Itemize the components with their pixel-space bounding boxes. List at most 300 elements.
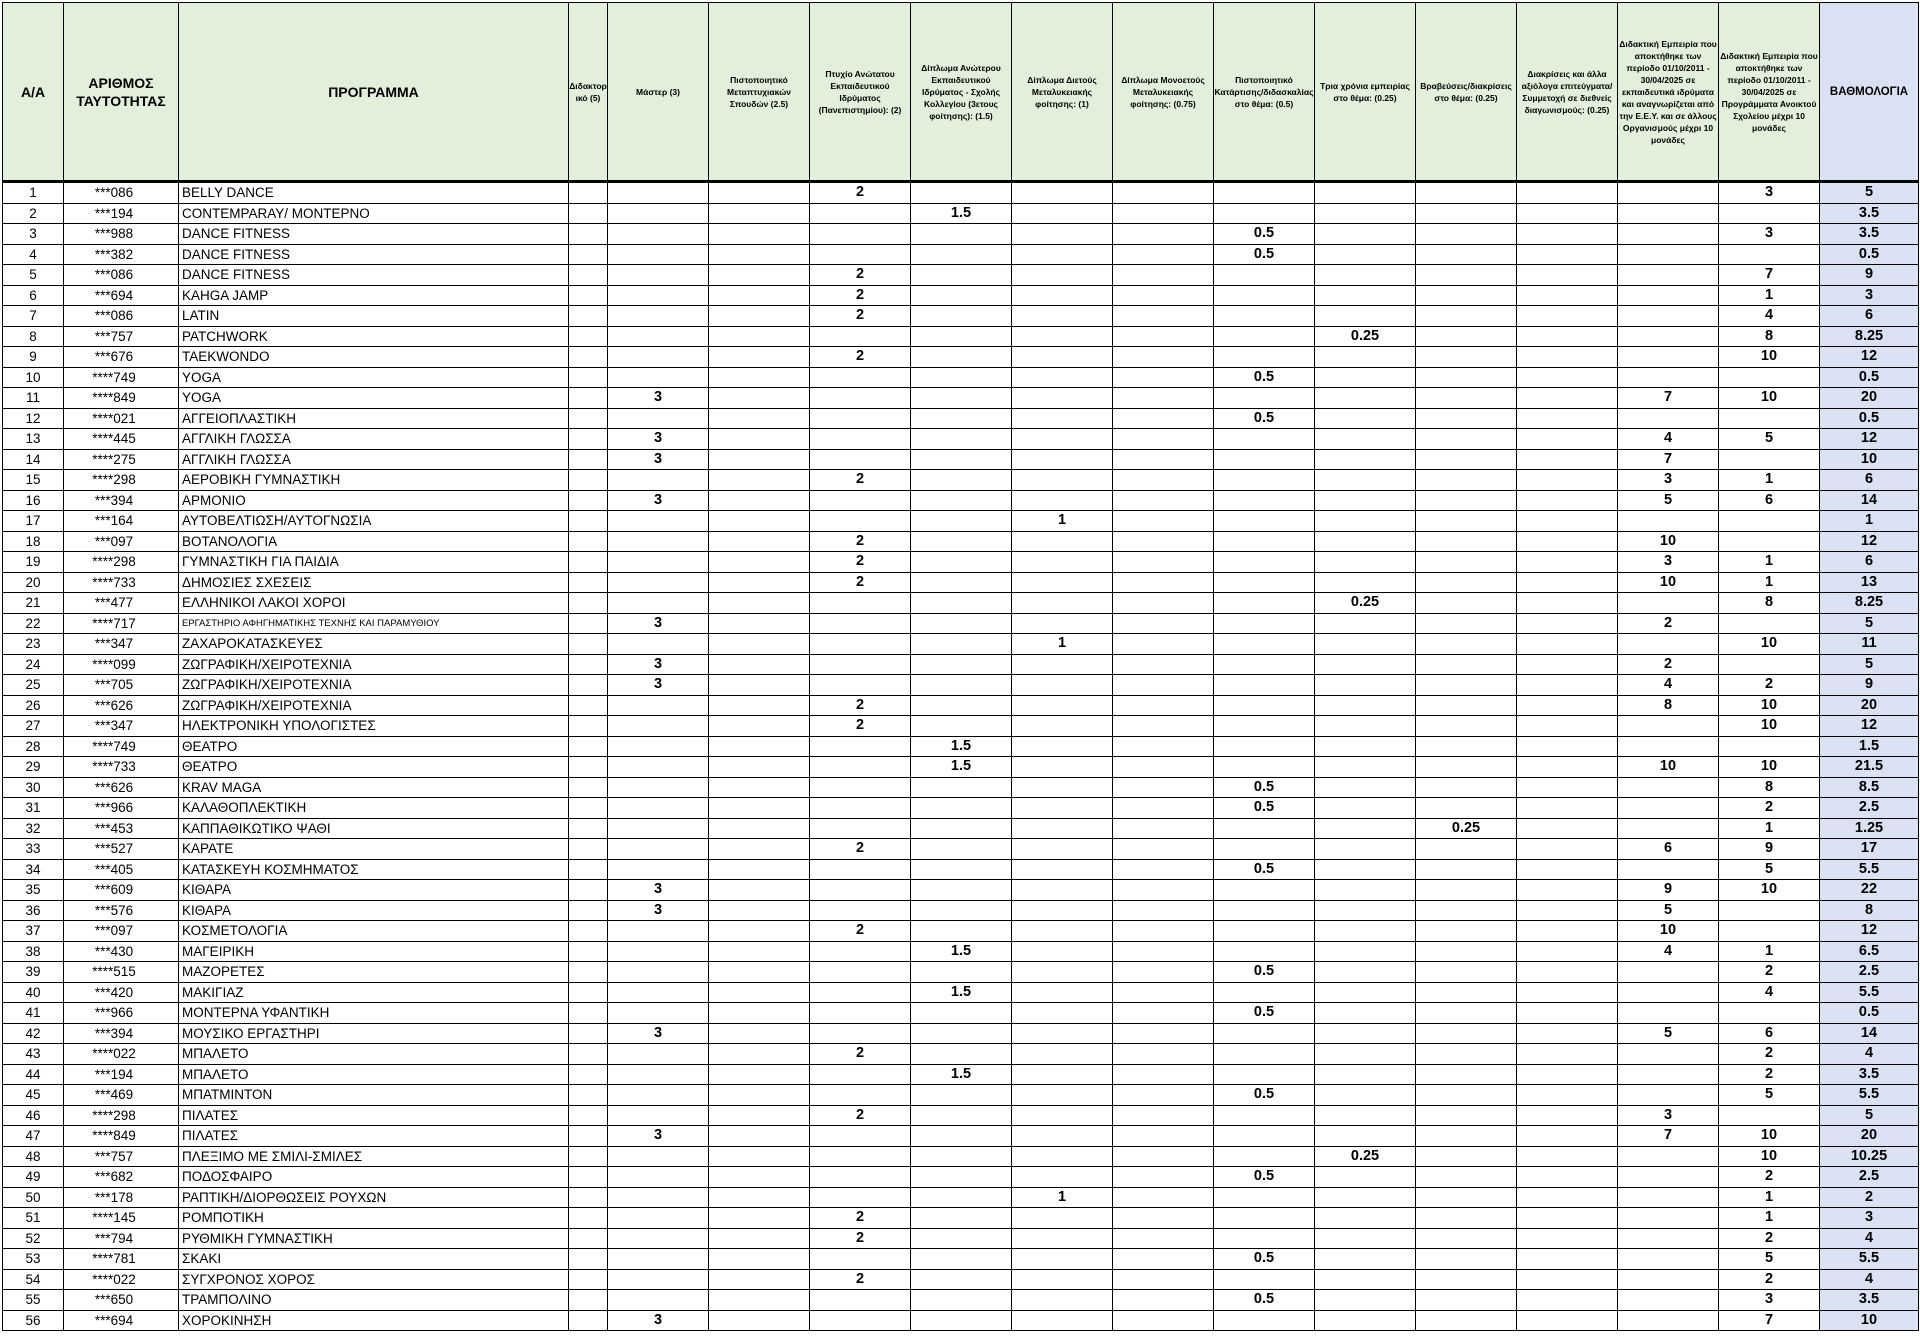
cell-university-degree xyxy=(810,798,911,819)
cell-doctorate xyxy=(569,880,608,901)
cell-teaching-experience-open-school: 8 xyxy=(1719,777,1820,798)
cell-teaching-experience-other: 3 xyxy=(1618,470,1719,491)
cell-teaching-experience-open-school: 4 xyxy=(1719,306,1820,327)
cell-two-year-diploma xyxy=(1012,900,1113,921)
cell-two-year-diploma xyxy=(1012,777,1113,798)
table-row xyxy=(3,757,1919,778)
cell-postgrad-certificate xyxy=(709,1126,810,1147)
cell-program: TAEKWONDO xyxy=(179,347,569,368)
cell-one-year-diploma xyxy=(1113,572,1214,593)
table-row xyxy=(3,1085,1919,1106)
table-row xyxy=(3,1023,1919,1044)
cell-score: 0.5 xyxy=(1820,408,1919,429)
cell-university-degree xyxy=(810,1187,911,1208)
cell-doctorate xyxy=(569,572,608,593)
cell-training-certificate xyxy=(1214,716,1315,737)
cell-master xyxy=(608,695,709,716)
cell-postgrad-certificate xyxy=(709,1044,810,1065)
cell-one-year-diploma xyxy=(1113,675,1214,696)
cell-teaching-experience-open-school: 7 xyxy=(1719,265,1820,286)
cell-id-number: ****298 xyxy=(64,552,179,573)
cell-distinctions xyxy=(1517,1228,1618,1249)
cell-two-year-diploma xyxy=(1012,1249,1113,1270)
cell-postgrad-certificate xyxy=(709,818,810,839)
table-row xyxy=(3,736,1919,757)
cell-teaching-experience-open-school: 4 xyxy=(1719,982,1820,1003)
cell-university-degree: 2 xyxy=(810,347,911,368)
cell-teaching-experience-other xyxy=(1618,716,1719,737)
cell-college-diploma xyxy=(911,388,1012,409)
cell-doctorate xyxy=(569,634,608,655)
header-two-year-diploma: Δίπλωμα Διετούς Μεταλυκειακής φοίτησης: (1) xyxy=(1012,3,1113,182)
cell-teaching-experience-open-school: 3 xyxy=(1719,1290,1820,1311)
cell-training-certificate xyxy=(1214,552,1315,573)
cell-aa: 33 xyxy=(3,839,64,860)
cell-id-number: ****733 xyxy=(64,757,179,778)
cell-id-number: ****749 xyxy=(64,367,179,388)
cell-teaching-experience-open-school xyxy=(1719,511,1820,532)
cell-awards xyxy=(1416,326,1517,347)
cell-aa: 53 xyxy=(3,1249,64,1270)
cell-doctorate xyxy=(569,367,608,388)
cell-teaching-experience-open-school xyxy=(1719,900,1820,921)
cell-three-years-experience xyxy=(1315,818,1416,839)
cell-score: 6 xyxy=(1820,552,1919,573)
table-row xyxy=(3,1126,1919,1147)
cell-teaching-experience-other xyxy=(1618,1249,1719,1270)
cell-teaching-experience-other xyxy=(1618,244,1719,265)
cell-master xyxy=(608,285,709,306)
cell-teaching-experience-other: 10 xyxy=(1618,572,1719,593)
cell-three-years-experience xyxy=(1315,1126,1416,1147)
cell-two-year-diploma xyxy=(1012,1290,1113,1311)
cell-aa: 44 xyxy=(3,1064,64,1085)
cell-teaching-experience-other: 5 xyxy=(1618,900,1719,921)
cell-one-year-diploma xyxy=(1113,757,1214,778)
cell-training-certificate: 0.5 xyxy=(1214,859,1315,880)
cell-one-year-diploma xyxy=(1113,716,1214,737)
cell-aa: 14 xyxy=(3,449,64,470)
cell-teaching-experience-other: 5 xyxy=(1618,1023,1719,1044)
cell-awards xyxy=(1416,408,1517,429)
cell-master xyxy=(608,511,709,532)
cell-university-degree xyxy=(810,1085,911,1106)
cell-aa: 37 xyxy=(3,921,64,942)
cell-distinctions xyxy=(1517,408,1618,429)
cell-distinctions xyxy=(1517,1310,1618,1331)
cell-two-year-diploma xyxy=(1012,818,1113,839)
cell-one-year-diploma xyxy=(1113,470,1214,491)
cell-distinctions xyxy=(1517,449,1618,470)
cell-postgrad-certificate xyxy=(709,1228,810,1249)
cell-one-year-diploma xyxy=(1113,182,1214,204)
cell-teaching-experience-open-school: 2 xyxy=(1719,1167,1820,1188)
cell-score: 12 xyxy=(1820,347,1919,368)
cell-two-year-diploma xyxy=(1012,757,1113,778)
cell-postgrad-certificate xyxy=(709,1187,810,1208)
table-row xyxy=(3,552,1919,573)
cell-awards xyxy=(1416,982,1517,1003)
cell-id-number: ****275 xyxy=(64,449,179,470)
cell-master xyxy=(608,921,709,942)
cell-postgrad-certificate xyxy=(709,777,810,798)
cell-postgrad-certificate xyxy=(709,695,810,716)
scores-table xyxy=(2,2,1919,1331)
cell-id-number: ****717 xyxy=(64,613,179,634)
cell-program: ΡΥΘΜΙΚΗ ΓΥΜΝΑΣΤΙΚΗ xyxy=(179,1228,569,1249)
cell-training-certificate: 0.5 xyxy=(1214,777,1315,798)
cell-training-certificate: 0.5 xyxy=(1214,1085,1315,1106)
cell-two-year-diploma xyxy=(1012,203,1113,224)
cell-aa: 35 xyxy=(3,880,64,901)
cell-one-year-diploma xyxy=(1113,695,1214,716)
cell-teaching-experience-open-school: 6 xyxy=(1719,1023,1820,1044)
cell-program: ΜΑΓΕΙΡΙΚΗ xyxy=(179,941,569,962)
header-id-number: ΑΡΙΘΜΟΣ ΤΑΥΤΟΤΗΤΑΣ xyxy=(64,3,179,182)
cell-university-degree xyxy=(810,1064,911,1085)
cell-college-diploma xyxy=(911,552,1012,573)
cell-aa: 3 xyxy=(3,224,64,245)
cell-distinctions xyxy=(1517,716,1618,737)
cell-program: ΣΚΑΚΙ xyxy=(179,1249,569,1270)
cell-college-diploma xyxy=(911,265,1012,286)
table-row xyxy=(3,490,1919,511)
cell-one-year-diploma xyxy=(1113,900,1214,921)
cell-teaching-experience-open-school: 5 xyxy=(1719,1249,1820,1270)
cell-two-year-diploma xyxy=(1012,716,1113,737)
cell-distinctions xyxy=(1517,695,1618,716)
cell-doctorate xyxy=(569,777,608,798)
cell-distinctions xyxy=(1517,572,1618,593)
cell-three-years-experience xyxy=(1315,839,1416,860)
cell-teaching-experience-other: 4 xyxy=(1618,675,1719,696)
cell-training-certificate: 0.5 xyxy=(1214,962,1315,983)
cell-id-number: ****021 xyxy=(64,408,179,429)
cell-university-degree xyxy=(810,777,911,798)
cell-master xyxy=(608,552,709,573)
header-aa: Α/Α xyxy=(3,3,64,182)
cell-id-number: ***194 xyxy=(64,1064,179,1085)
cell-program: ΚΑΤΑΣΚΕΥΗ ΚΟΣΜΗΜΑΤΟΣ xyxy=(179,859,569,880)
cell-training-certificate xyxy=(1214,900,1315,921)
cell-college-diploma xyxy=(911,572,1012,593)
cell-postgrad-certificate xyxy=(709,839,810,860)
cell-score: 5.5 xyxy=(1820,982,1919,1003)
cell-doctorate xyxy=(569,941,608,962)
cell-teaching-experience-other: 3 xyxy=(1618,552,1719,573)
cell-college-diploma xyxy=(911,695,1012,716)
cell-university-degree xyxy=(810,675,911,696)
cell-master: 3 xyxy=(608,1310,709,1331)
cell-master xyxy=(608,408,709,429)
cell-three-years-experience xyxy=(1315,1044,1416,1065)
cell-score: 3 xyxy=(1820,1208,1919,1229)
cell-doctorate xyxy=(569,593,608,614)
cell-teaching-experience-open-school: 1 xyxy=(1719,941,1820,962)
cell-three-years-experience xyxy=(1315,265,1416,286)
cell-training-certificate xyxy=(1214,326,1315,347)
cell-postgrad-certificate xyxy=(709,716,810,737)
cell-distinctions xyxy=(1517,182,1618,204)
cell-aa: 26 xyxy=(3,695,64,716)
cell-training-certificate: 0.5 xyxy=(1214,408,1315,429)
cell-awards xyxy=(1416,634,1517,655)
cell-teaching-experience-other xyxy=(1618,1290,1719,1311)
cell-master: 3 xyxy=(608,654,709,675)
cell-awards xyxy=(1416,203,1517,224)
cell-two-year-diploma xyxy=(1012,1269,1113,1290)
cell-three-years-experience xyxy=(1315,962,1416,983)
cell-training-certificate xyxy=(1214,818,1315,839)
cell-awards xyxy=(1416,531,1517,552)
cell-postgrad-certificate xyxy=(709,285,810,306)
cell-awards xyxy=(1416,265,1517,286)
cell-one-year-diploma xyxy=(1113,777,1214,798)
cell-college-diploma xyxy=(911,408,1012,429)
cell-postgrad-certificate xyxy=(709,1064,810,1085)
cell-two-year-diploma xyxy=(1012,1146,1113,1167)
cell-score: 4 xyxy=(1820,1228,1919,1249)
cell-teaching-experience-other xyxy=(1618,1003,1719,1024)
cell-postgrad-certificate xyxy=(709,1290,810,1311)
cell-one-year-diploma xyxy=(1113,531,1214,552)
cell-training-certificate: 0.5 xyxy=(1214,1290,1315,1311)
cell-aa: 18 xyxy=(3,531,64,552)
cell-program: ΜΟΥΣΙΚΟ ΕΡΓΑΣΤΗΡΙ xyxy=(179,1023,569,1044)
cell-awards xyxy=(1416,224,1517,245)
cell-distinctions xyxy=(1517,1208,1618,1229)
cell-teaching-experience-open-school: 9 xyxy=(1719,839,1820,860)
cell-three-years-experience xyxy=(1315,1023,1416,1044)
table-row xyxy=(3,244,1919,265)
cell-doctorate xyxy=(569,716,608,737)
cell-university-degree: 2 xyxy=(810,285,911,306)
table-row xyxy=(3,1228,1919,1249)
header-training-certificate: Πιστοποιητικό Κατάρτισης/διδασκαλίας στο θέμα: (0.5) xyxy=(1214,3,1315,182)
cell-college-diploma xyxy=(911,182,1012,204)
cell-three-years-experience xyxy=(1315,552,1416,573)
cell-three-years-experience: 0.25 xyxy=(1315,326,1416,347)
cell-master xyxy=(608,347,709,368)
cell-score: 12 xyxy=(1820,429,1919,450)
cell-program: ΑΓΓΛΙΚΗ ΓΛΩΣΣΑ xyxy=(179,449,569,470)
cell-program: ΑΥΤΟΒΕΛΤΙΩΣΗ/ΑΥΤΟΓΝΩΣΙΑ xyxy=(179,511,569,532)
cell-doctorate xyxy=(569,1249,608,1270)
cell-college-diploma: 1.5 xyxy=(911,1064,1012,1085)
cell-teaching-experience-other: 7 xyxy=(1618,449,1719,470)
cell-awards xyxy=(1416,1146,1517,1167)
cell-distinctions xyxy=(1517,613,1618,634)
cell-college-diploma xyxy=(911,1208,1012,1229)
cell-postgrad-certificate xyxy=(709,798,810,819)
cell-teaching-experience-open-school: 5 xyxy=(1719,859,1820,880)
table-row xyxy=(3,1105,1919,1126)
cell-score: 20 xyxy=(1820,1126,1919,1147)
cell-program: ΑΓΓΕΙΟΠΛΑΣΤΙΚΗ xyxy=(179,408,569,429)
cell-postgrad-certificate xyxy=(709,757,810,778)
cell-aa: 12 xyxy=(3,408,64,429)
cell-college-diploma xyxy=(911,285,1012,306)
cell-id-number: ***757 xyxy=(64,1146,179,1167)
cell-distinctions xyxy=(1517,1146,1618,1167)
cell-college-diploma xyxy=(911,1126,1012,1147)
cell-doctorate xyxy=(569,818,608,839)
cell-teaching-experience-other: 6 xyxy=(1618,839,1719,860)
cell-score: 20 xyxy=(1820,388,1919,409)
cell-training-certificate xyxy=(1214,880,1315,901)
cell-score: 2.5 xyxy=(1820,1167,1919,1188)
cell-university-degree xyxy=(810,511,911,532)
cell-teaching-experience-other xyxy=(1618,265,1719,286)
cell-awards xyxy=(1416,1023,1517,1044)
cell-three-years-experience xyxy=(1315,224,1416,245)
cell-master xyxy=(608,798,709,819)
cell-postgrad-certificate xyxy=(709,265,810,286)
cell-distinctions xyxy=(1517,265,1618,286)
cell-college-diploma xyxy=(911,921,1012,942)
cell-university-degree: 2 xyxy=(810,1269,911,1290)
cell-one-year-diploma xyxy=(1113,818,1214,839)
cell-master xyxy=(608,962,709,983)
cell-two-year-diploma xyxy=(1012,880,1113,901)
cell-id-number: ****298 xyxy=(64,470,179,491)
cell-program: ΖΑΧΑΡΟΚΑΤΑΣΚΕΥΕΣ xyxy=(179,634,569,655)
cell-doctorate xyxy=(569,1310,608,1331)
cell-teaching-experience-other: 4 xyxy=(1618,429,1719,450)
cell-university-degree xyxy=(810,757,911,778)
cell-one-year-diploma xyxy=(1113,1249,1214,1270)
cell-distinctions xyxy=(1517,1105,1618,1126)
cell-training-certificate xyxy=(1214,1187,1315,1208)
cell-postgrad-certificate xyxy=(709,429,810,450)
cell-doctorate xyxy=(569,552,608,573)
table-row xyxy=(3,429,1919,450)
cell-teaching-experience-open-school xyxy=(1719,736,1820,757)
cell-training-certificate xyxy=(1214,182,1315,204)
cell-doctorate xyxy=(569,613,608,634)
cell-university-degree: 2 xyxy=(810,695,911,716)
cell-two-year-diploma: 1 xyxy=(1012,511,1113,532)
table-row xyxy=(3,1249,1919,1270)
table-row xyxy=(3,982,1919,1003)
cell-distinctions xyxy=(1517,1003,1618,1024)
cell-two-year-diploma xyxy=(1012,1044,1113,1065)
cell-id-number: ***477 xyxy=(64,593,179,614)
cell-postgrad-certificate xyxy=(709,962,810,983)
cell-id-number: ***097 xyxy=(64,531,179,552)
cell-teaching-experience-open-school xyxy=(1719,654,1820,675)
cell-teaching-experience-open-school: 1 xyxy=(1719,552,1820,573)
cell-two-year-diploma xyxy=(1012,982,1113,1003)
cell-postgrad-certificate xyxy=(709,613,810,634)
cell-training-certificate: 0.5 xyxy=(1214,367,1315,388)
cell-teaching-experience-other: 3 xyxy=(1618,1105,1719,1126)
cell-teaching-experience-open-school: 10 xyxy=(1719,716,1820,737)
cell-three-years-experience xyxy=(1315,1085,1416,1106)
cell-training-certificate xyxy=(1214,1126,1315,1147)
cell-teaching-experience-open-school xyxy=(1719,921,1820,942)
table-row xyxy=(3,367,1919,388)
cell-one-year-diploma xyxy=(1113,839,1214,860)
cell-score: 10 xyxy=(1820,1310,1919,1331)
cell-two-year-diploma xyxy=(1012,182,1113,204)
table-row xyxy=(3,593,1919,614)
cell-aa: 41 xyxy=(3,1003,64,1024)
cell-teaching-experience-open-school: 6 xyxy=(1719,490,1820,511)
cell-awards xyxy=(1416,429,1517,450)
cell-college-diploma xyxy=(911,244,1012,265)
cell-teaching-experience-open-school: 10 xyxy=(1719,757,1820,778)
cell-training-certificate xyxy=(1214,531,1315,552)
cell-awards xyxy=(1416,244,1517,265)
cell-teaching-experience-open-school xyxy=(1719,1003,1820,1024)
cell-postgrad-certificate xyxy=(709,388,810,409)
cell-one-year-diploma xyxy=(1113,1146,1214,1167)
cell-distinctions xyxy=(1517,1187,1618,1208)
cell-teaching-experience-other xyxy=(1618,182,1719,204)
cell-university-degree xyxy=(810,490,911,511)
cell-training-certificate xyxy=(1214,1228,1315,1249)
cell-college-diploma xyxy=(911,1249,1012,1270)
cell-aa: 9 xyxy=(3,347,64,368)
cell-doctorate xyxy=(569,1023,608,1044)
cell-one-year-diploma xyxy=(1113,798,1214,819)
cell-score: 17 xyxy=(1820,839,1919,860)
cell-two-year-diploma xyxy=(1012,531,1113,552)
cell-program: ΧΟΡΟΚΙΝΗΣΗ xyxy=(179,1310,569,1331)
cell-teaching-experience-open-school: 1 xyxy=(1719,818,1820,839)
cell-teaching-experience-other xyxy=(1618,1085,1719,1106)
cell-id-number: ***676 xyxy=(64,347,179,368)
cell-id-number: ***097 xyxy=(64,921,179,942)
cell-one-year-diploma xyxy=(1113,265,1214,286)
cell-score: 5 xyxy=(1820,654,1919,675)
cell-teaching-experience-open-school: 10 xyxy=(1719,880,1820,901)
table-row xyxy=(3,1003,1919,1024)
cell-teaching-experience-open-school: 5 xyxy=(1719,1085,1820,1106)
cell-distinctions xyxy=(1517,306,1618,327)
cell-university-degree: 2 xyxy=(810,1044,911,1065)
cell-teaching-experience-open-school: 1 xyxy=(1719,1187,1820,1208)
cell-doctorate xyxy=(569,490,608,511)
cell-id-number: ***966 xyxy=(64,1003,179,1024)
cell-master xyxy=(608,1290,709,1311)
cell-aa: 23 xyxy=(3,634,64,655)
cell-teaching-experience-other xyxy=(1618,634,1719,655)
cell-master xyxy=(608,306,709,327)
cell-teaching-experience-open-school: 10 xyxy=(1719,388,1820,409)
cell-awards: 0.25 xyxy=(1416,818,1517,839)
cell-distinctions xyxy=(1517,736,1618,757)
cell-awards xyxy=(1416,182,1517,204)
cell-score: 22 xyxy=(1820,880,1919,901)
cell-program: ΗΛΕΚΤΡΟΝΙΚΗ ΥΠΟΛΟΓΙΣΤΕΣ xyxy=(179,716,569,737)
cell-two-year-diploma xyxy=(1012,552,1113,573)
cell-awards xyxy=(1416,695,1517,716)
cell-distinctions xyxy=(1517,1023,1618,1044)
table-row xyxy=(3,716,1919,737)
cell-teaching-experience-other xyxy=(1618,1044,1719,1065)
cell-distinctions xyxy=(1517,203,1618,224)
cell-teaching-experience-open-school: 3 xyxy=(1719,182,1820,204)
cell-training-certificate xyxy=(1214,1105,1315,1126)
cell-aa: 17 xyxy=(3,511,64,532)
cell-postgrad-certificate xyxy=(709,736,810,757)
cell-program: ΜΠΑΛΕΤΟ xyxy=(179,1064,569,1085)
cell-program: ΑΓΓΛΙΚΗ ΓΛΩΣΣΑ xyxy=(179,429,569,450)
table-row xyxy=(3,1290,1919,1311)
cell-teaching-experience-other xyxy=(1618,367,1719,388)
